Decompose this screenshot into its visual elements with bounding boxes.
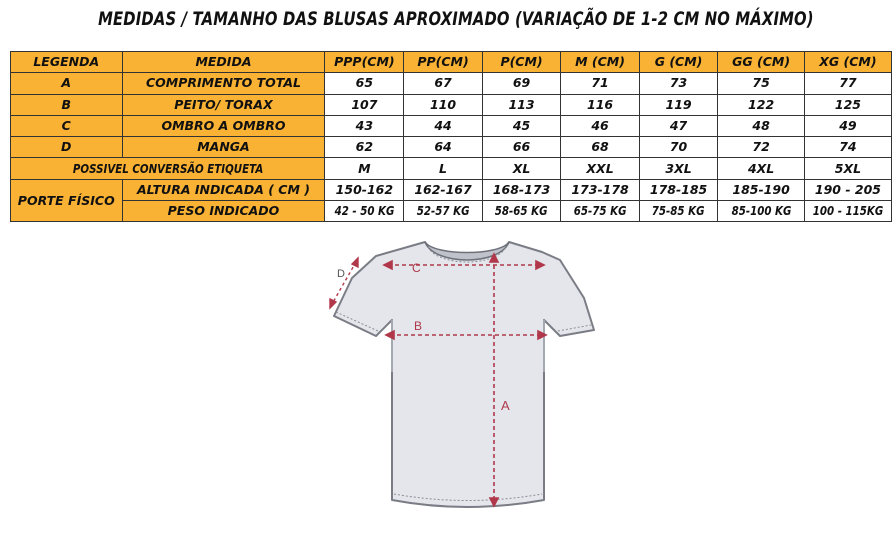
header-size-pp: PP(CM) [404,52,483,73]
table-cell: 62 [325,137,404,158]
header-size-xg: XG (CM) [804,52,891,73]
table-cell: 69 [482,73,561,94]
weight-row [11,201,892,222]
table-cell: XXL [561,158,640,179]
table-cell: 119 [639,94,718,115]
table-cell: L [404,158,483,179]
table-row [11,94,892,115]
table-cell: 178-185 [639,179,718,200]
height-label: ALTURA INDICADA ( CM ) [122,179,325,200]
legend-cell: D [11,137,123,158]
table-cell: 65 [325,73,404,94]
table-cell: 70 [639,137,718,158]
label-a: A [501,398,510,413]
table-cell: 85-100 KG [718,201,805,222]
header-size-gg: GG (CM) [718,52,805,73]
conversion-row [11,158,892,179]
header-size-g: G (CM) [639,52,718,73]
label-b: B [414,319,423,333]
label-d: D [337,268,345,280]
table-cell: 190 - 205 [804,179,891,200]
table-header-row [11,52,892,73]
measure-label: OMBRO A OMBRO [122,115,325,136]
measure-label: COMPRIMENTO TOTAL [122,73,325,94]
table-row [11,137,892,158]
table-cell: 73 [639,73,718,94]
size-table [10,51,892,222]
measure-label: PEITO/ TORAX [122,94,325,115]
table-cell: 173-178 [561,179,640,200]
legend-cell: A [11,73,123,94]
physique-label: PORTE FÍSICO [11,179,123,222]
table-cell: 67 [404,73,483,94]
table-cell: 185-190 [718,179,805,200]
table-cell: 100 - 115KG [804,201,891,222]
table-row [11,73,892,94]
table-cell: 71 [561,73,640,94]
table-cell: 52-57 KG [404,201,483,222]
table-cell: 49 [804,115,891,136]
table-cell: 47 [639,115,718,136]
table-cell: 113 [482,94,561,115]
table-cell: 72 [718,137,805,158]
header-size-p: P(CM) [482,52,561,73]
tshirt-diagram [322,232,612,537]
table-cell: 125 [804,94,891,115]
conversion-label: POSSIVEL CONVERSÃO ETIQUETA [11,158,325,179]
height-row [11,179,892,200]
table-cell: 5XL [804,158,891,179]
table-cell: 150-162 [325,179,404,200]
header-legend: LEGENDA [11,52,123,73]
table-row [11,115,892,136]
table-cell: 77 [804,73,891,94]
legend-cell: C [11,115,123,136]
page-title: MEDIDAS / TAMANHO DAS BLUSAS APROXIMADO (VARIAÇÃO DE 1-2 CM NO MÁXIMO) [98,8,814,30]
table-cell: 48 [718,115,805,136]
label-c: C [412,261,421,275]
table-cell: 46 [561,115,640,136]
table-cell: XL [482,158,561,179]
table-cell: 43 [325,115,404,136]
table-cell: 75-85 KG [639,201,718,222]
table-cell: 64 [404,137,483,158]
table-cell: 3XL [639,158,718,179]
table-cell: 42 - 50 KG [325,201,404,222]
table-cell: 44 [404,115,483,136]
table-cell: M [325,158,404,179]
measure-label: MANGA [122,137,325,158]
header-measure: MEDIDA [122,52,325,73]
header-size-ppp: PPP(CM) [325,52,404,73]
header-size-m: M (CM) [561,52,640,73]
table-cell: 75 [718,73,805,94]
table-cell: 65-75 KG [561,201,640,222]
table-cell: 162-167 [404,179,483,200]
table-cell: 116 [561,94,640,115]
table-cell: 122 [718,94,805,115]
legend-cell: B [11,94,123,115]
table-cell: 66 [482,137,561,158]
table-cell: 110 [404,94,483,115]
table-cell: 68 [561,137,640,158]
table-cell: 58-65 KG [482,201,561,222]
table-cell: 107 [325,94,404,115]
weight-label: PESO INDICADO [122,201,325,222]
table-cell: 45 [482,115,561,136]
table-cell: 168-173 [482,179,561,200]
tshirt-body [334,242,594,507]
table-cell: 74 [804,137,891,158]
table-cell: 4XL [718,158,805,179]
